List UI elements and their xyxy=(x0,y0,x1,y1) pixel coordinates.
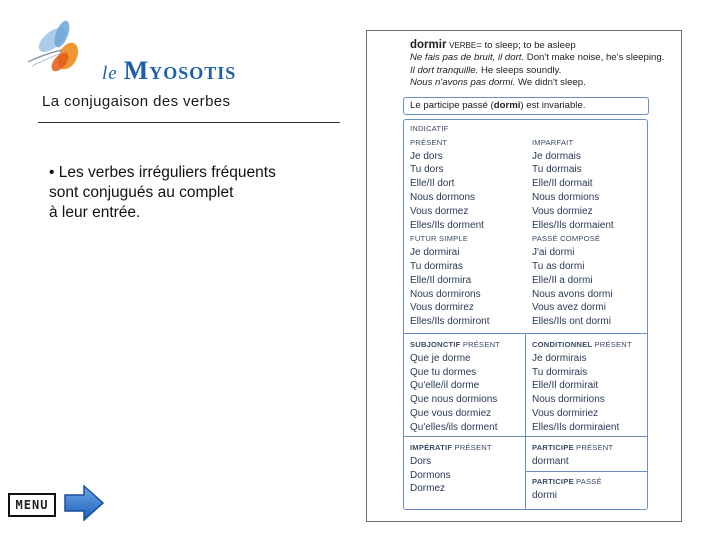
verb-form: Tu as dormi xyxy=(532,260,585,272)
myosotis-logo xyxy=(22,18,237,85)
verb-form: Elles/Ils dormiront xyxy=(410,316,490,328)
note-bold: dormi xyxy=(493,100,521,111)
verb-form: J'ai dormi xyxy=(532,247,575,259)
mood-name: IMPÉRATIF xyxy=(410,443,453,452)
tense-name: PRÉSENT xyxy=(452,443,492,452)
tense-name: PRÉSENT xyxy=(573,443,614,452)
logo-brand: Myosotis xyxy=(123,56,237,85)
example-en: He sleeps soundly. xyxy=(480,64,562,76)
menu-button[interactable]: MENU xyxy=(8,493,56,517)
verb-form: Nous dormirions xyxy=(532,394,605,406)
example-fr: Ne fais pas de bruit, il dort. xyxy=(410,52,525,64)
bullet-line: sont conjugués au complet xyxy=(49,184,234,201)
table-divider xyxy=(525,334,526,509)
tense-label: FUTUR SIMPLE xyxy=(410,234,469,244)
verb-form: Vous dormirez xyxy=(410,302,474,314)
verb-form: Que nous dormions xyxy=(410,394,498,406)
tense-label xyxy=(410,441,492,455)
tense-label: PASSÉ COMPOSÉ xyxy=(532,234,601,244)
bullet-line: • Les verbes irréguliers fréquents xyxy=(49,164,276,181)
example-en: We didn't sleep. xyxy=(517,76,586,88)
subjonctif-column xyxy=(410,338,500,435)
dictionary-entry xyxy=(410,39,680,89)
mood-label: INDICATIF xyxy=(410,124,449,133)
verb-form: Je dormirai xyxy=(410,247,460,259)
example-fr: Il dort tranquille. xyxy=(410,64,479,76)
verb-form: Dors xyxy=(410,455,432,467)
bullet-line: à leur entrée. xyxy=(49,204,141,221)
verb-form: Elle/Il dormait xyxy=(532,178,593,190)
imperatif-column xyxy=(410,441,492,496)
verb-form: Vous dormiriez xyxy=(532,407,599,419)
definition: = to sleep; to be asleep xyxy=(476,40,576,51)
verb-form: Je dormirais xyxy=(532,352,587,364)
verb-form: Je dors xyxy=(410,150,443,162)
mood-name: PARTICIPE xyxy=(532,443,574,452)
table-divider xyxy=(526,471,647,472)
verb-form: Elles/Ils dormaient xyxy=(532,219,614,231)
indicatif-right-column xyxy=(532,122,614,329)
verb-form: Je dormais xyxy=(532,150,581,162)
verb-form: Vous avez dormi xyxy=(532,302,606,314)
verb-form: Que tu dormes xyxy=(410,366,477,378)
verb-form: Vous dormiez xyxy=(532,205,593,217)
next-arrow-button[interactable] xyxy=(62,483,106,523)
verb-form: dormant xyxy=(532,455,569,467)
note-text: ) est invariable. xyxy=(520,100,586,111)
note-text: Le participe passé ( xyxy=(410,100,494,111)
verb-form: Que je dorme xyxy=(410,352,471,364)
arrow-right-icon xyxy=(62,483,106,523)
tense-name: PRÉSENT xyxy=(460,340,501,349)
example-en: Don't make noise, he's sleeping. xyxy=(526,52,665,64)
tense-label: PRÉSENT xyxy=(410,137,448,147)
mood-name: SUBJONCTIF xyxy=(410,340,461,349)
tense-label xyxy=(410,338,500,352)
tense-name: PRÉSENT xyxy=(592,340,632,349)
mood-name: PARTICIPE xyxy=(532,477,574,486)
butterfly-logo-icon xyxy=(22,18,102,80)
verb-form: Vous dormez xyxy=(410,205,469,217)
verb-form: Nous dormions xyxy=(532,191,600,203)
conditionnel-column xyxy=(532,338,632,435)
mood-name: CONDITIONNEL xyxy=(532,340,593,349)
verb-form: Dormons xyxy=(410,469,451,481)
tense-name: PASSÉ xyxy=(573,477,602,486)
verb-form: Que vous dormiez xyxy=(410,407,492,419)
verb-form: Tu dormais xyxy=(532,164,582,176)
participe-present-column xyxy=(532,441,613,469)
verb-form: Elles/Ils dorment xyxy=(410,219,484,231)
verb-form: Elle/Il dormirait xyxy=(532,380,599,392)
verb-form: Elles/Ils ont dormi xyxy=(532,316,611,328)
verb-form: Tu dormirais xyxy=(532,366,588,378)
verb-form: Elle/Il dormira xyxy=(410,274,472,286)
tense-label xyxy=(532,475,602,489)
verb-form: Elles/Ils dormiraient xyxy=(532,421,620,433)
indicatif-left-column xyxy=(410,122,489,329)
verb-form: Nous avons dormi xyxy=(532,288,613,300)
example-fr: Nous n'avons pas dormi. xyxy=(410,76,516,88)
participe-passe-column xyxy=(532,475,602,503)
verb-form: Qu'elle/il dorme xyxy=(410,380,480,392)
section-title: La conjugaison des verbes xyxy=(42,93,231,110)
tense-label: IMPARFAIT xyxy=(532,137,574,147)
headword: dormir xyxy=(410,39,447,51)
part-of-speech: VERBE xyxy=(449,41,477,50)
participle-note xyxy=(403,97,649,115)
verb-form: Qu'elles/ils dorment xyxy=(410,421,498,433)
tense-label xyxy=(532,441,613,455)
verb-form: Dormez xyxy=(410,483,446,495)
verb-form: Elle/Il a dormi xyxy=(532,274,593,286)
bullet-text xyxy=(49,163,349,223)
verb-form: Elle/Il dort xyxy=(410,178,455,190)
example-line xyxy=(410,77,680,89)
logo-wordmark xyxy=(102,56,236,86)
entry-header xyxy=(410,39,680,52)
example-line xyxy=(410,65,680,77)
verb-form: Nous dormons xyxy=(410,191,476,203)
verb-form: dormi xyxy=(532,489,558,501)
logo-prefix: le xyxy=(102,63,118,84)
tense-label xyxy=(532,338,632,352)
verb-form: Tu dors xyxy=(410,164,444,176)
verb-form: Nous dormirons xyxy=(410,288,481,300)
verb-form: Tu dormiras xyxy=(410,260,463,272)
title-divider xyxy=(38,122,340,123)
example-line xyxy=(410,52,680,64)
